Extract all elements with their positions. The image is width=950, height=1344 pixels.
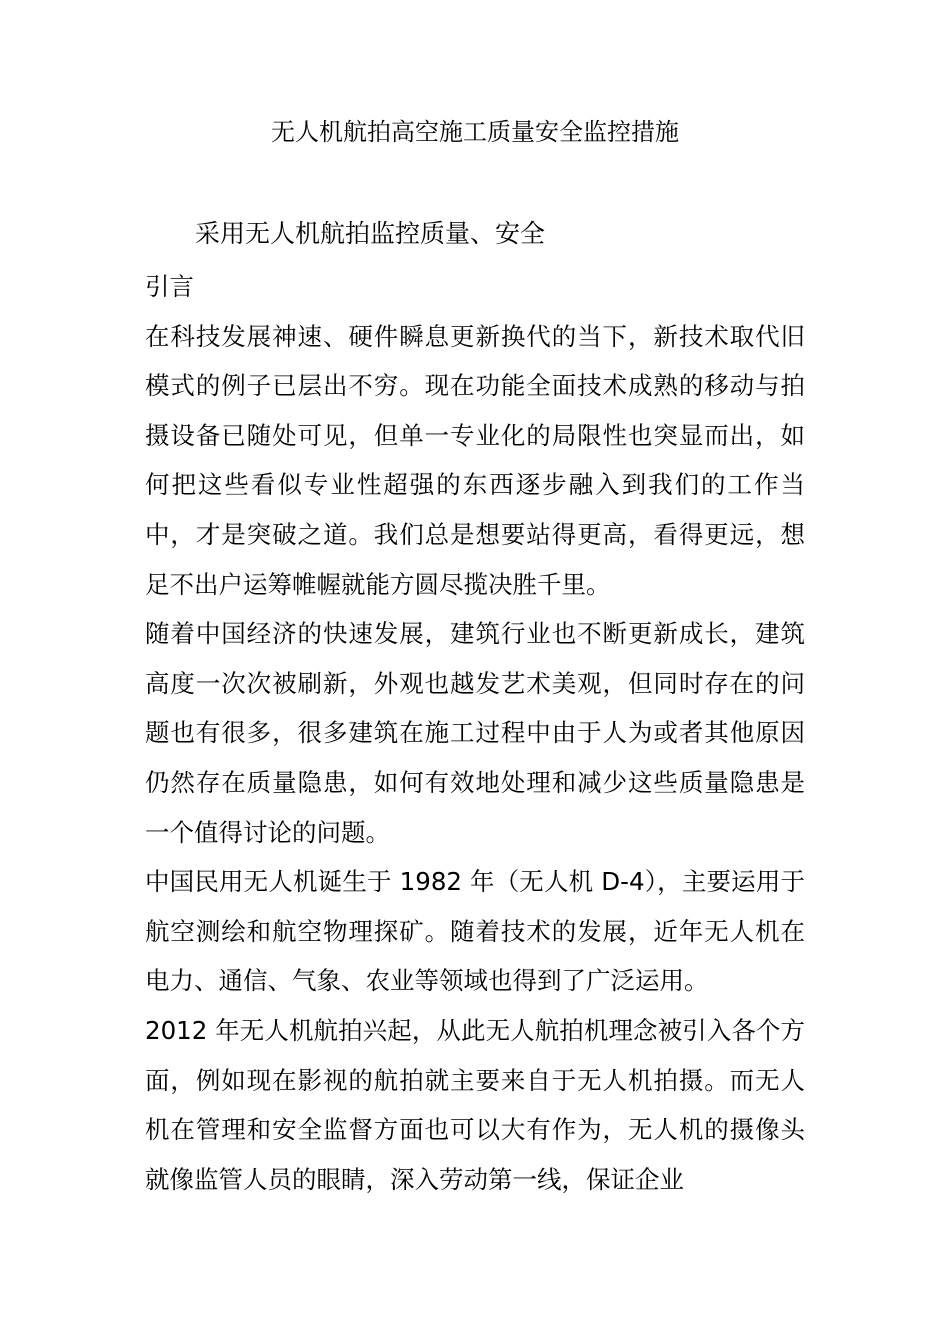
document-title: 无人机航拍高空施工质量安全监控措施	[271, 118, 679, 146]
paragraph-1: 在科技发展神速、硬件瞬息更新换代的当下，新技术取代旧模式的例子已层出不穷。现在功能全面技术成熟的移动与拍摄设备已随处可见，但单一专业化的局限性也突显而出，如何把这些看似专业性超强的东西逐步融入到我们的工作当中，才是突破之道。我们总是想要站得更高，看得更远，想足不出户运筹帷幄就能方圆尽揽决胜千里。	[145, 321, 805, 599]
paragraph-4: 2012 年无人机航拍兴起，从此无人航拍机理念被引入各个方面，例如现在影视的航拍就主要来自于无人机拍摄。而无人机在管理和安全监督方面也可以大有作为，无人机的摄像头就像监管人员的眼睛，深入劳动第一线，保证企业	[145, 1015, 805, 1194]
paragraph-3: 中国民用无人机诞生于 1982 年（无人机 D-4），主要运用于航空测绘和航空物理探矿。随着技术的发展，近年无人机在电力、通信、气象、农业等领域也得到了广泛运用。	[145, 867, 805, 996]
section-heading: 引言	[145, 272, 194, 301]
paragraph-2: 随着中国经济的快速发展，建筑行业也不断更新成长，建筑高度一次次被刷新，外观也越发艺术美观，但同时存在的问题也有很多，很多建筑在施工过程中由于人为或者其他原因仍然存在质量隐患，如何有效地处理和减少这些质量隐患是一个值得讨论的问题。	[145, 619, 805, 847]
document-body	[145, 262, 805, 1204]
document-subtitle: 采用无人机航拍监控质量、安全	[195, 219, 546, 248]
